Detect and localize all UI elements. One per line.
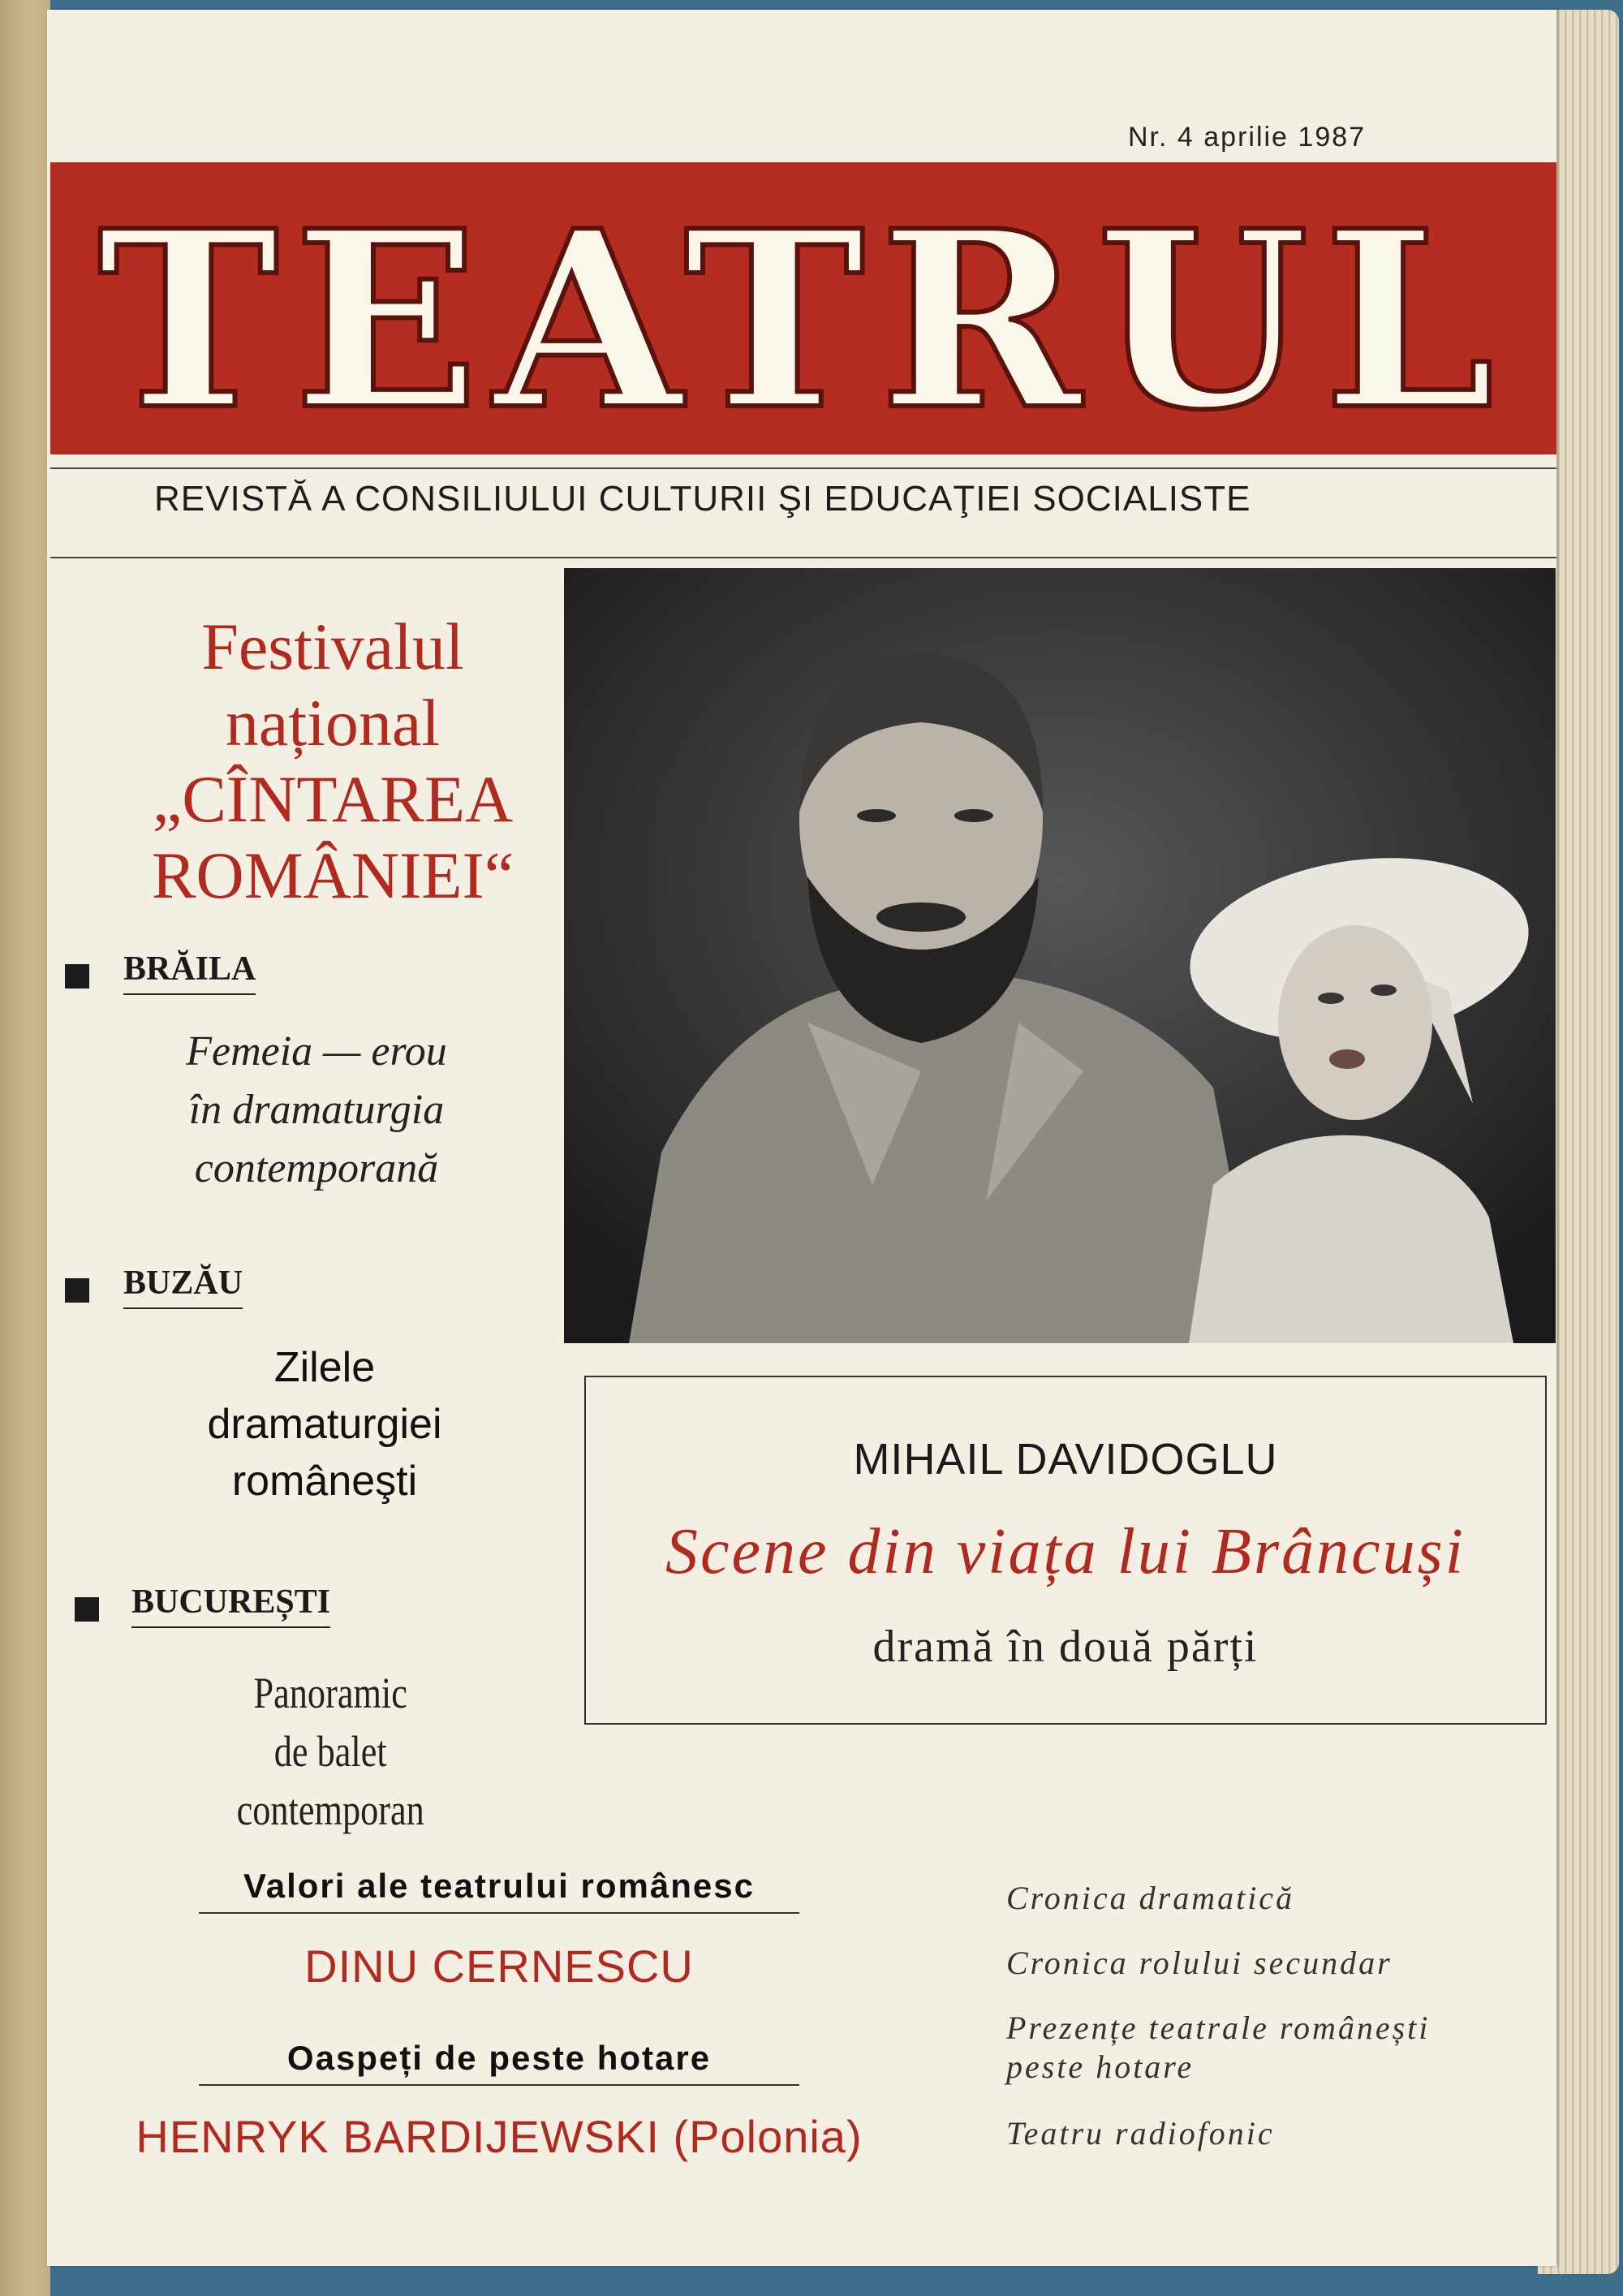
- section-city-braila: BRĂILA: [123, 950, 256, 995]
- section-text-line: contemporan: [236, 1786, 424, 1834]
- section-text-braila: [130, 1023, 503, 1198]
- actors-photo-illustration: [564, 568, 1556, 1343]
- feature-heading: Oaspeți de peste hotare: [199, 2039, 799, 2086]
- rubric-item: Cronica rolului secundar: [1006, 1945, 1393, 1981]
- festival-line: național: [225, 686, 441, 760]
- binding-edge: [0, 0, 50, 2296]
- rubric-item: peste hotare: [1006, 2048, 1195, 2085]
- section-text-buzau: [154, 1339, 495, 1510]
- feature-heading: Valori ale teatrului românesc: [199, 1867, 799, 1914]
- play-genre: dramă în două părți: [872, 1622, 1259, 1672]
- magazine-subtitle: REVISTĂ A CONSILIULUI CULTURII ŞI EDUCAŢIEI SOCIALISTE: [154, 479, 1251, 519]
- section-text-line: româneşti: [231, 1458, 418, 1505]
- feature-name: HENRYK BARDIJEWSKI (Polonia): [136, 2111, 863, 2162]
- section-text-line: dramaturgiei: [207, 1401, 442, 1448]
- rubric-item: Cronica dramatică: [1006, 1880, 1295, 1916]
- divider: [50, 557, 1556, 558]
- divider: [50, 467, 1556, 469]
- play-author: MIHAIL DAVIDOGLU: [853, 1435, 1278, 1484]
- masthead-title: TEATRUL: [97, 177, 1509, 454]
- section-text-line: Panoramic: [253, 1669, 407, 1717]
- section-text-line: Femeia — erou: [186, 1028, 447, 1075]
- section-text-bucuresti: [191, 1664, 470, 1839]
- masthead-banner: [50, 162, 1556, 454]
- bullet-square-icon: [75, 1597, 99, 1622]
- section-text-line: de balet: [273, 1727, 387, 1776]
- bullet-square-icon: [65, 1278, 89, 1303]
- festival-line: ROMÂNIEI“: [151, 838, 514, 912]
- section-text-line: Zilele: [273, 1344, 376, 1391]
- rubric-item: Teatru radiofonic: [1006, 2115, 1275, 2152]
- featured-play-box: [584, 1376, 1547, 1725]
- rubric-item: Prezențe teatrale românești: [1006, 2010, 1431, 2046]
- section-text-line: în dramaturgia: [188, 1087, 445, 1133]
- play-title: Scene din viața lui Brâncuși: [665, 1516, 1466, 1587]
- section-city-buzau: BUZĂU: [123, 1264, 243, 1309]
- bullet-square-icon: [65, 964, 89, 989]
- issue-number: Nr. 4 aprilie 1987: [1128, 122, 1367, 153]
- festival-line: „CÎNTAREA: [152, 762, 514, 836]
- festival-headline: [105, 609, 560, 914]
- festival-line: Festivalul: [201, 610, 464, 683]
- cover-photo: [564, 568, 1556, 1343]
- section-text-line: contemporană: [194, 1145, 439, 1191]
- feature-name: DINU CERNESCU: [304, 1941, 694, 1992]
- masthead-logo: [50, 162, 1556, 454]
- section-city-bucuresti: BUCUREȘTI: [131, 1583, 330, 1628]
